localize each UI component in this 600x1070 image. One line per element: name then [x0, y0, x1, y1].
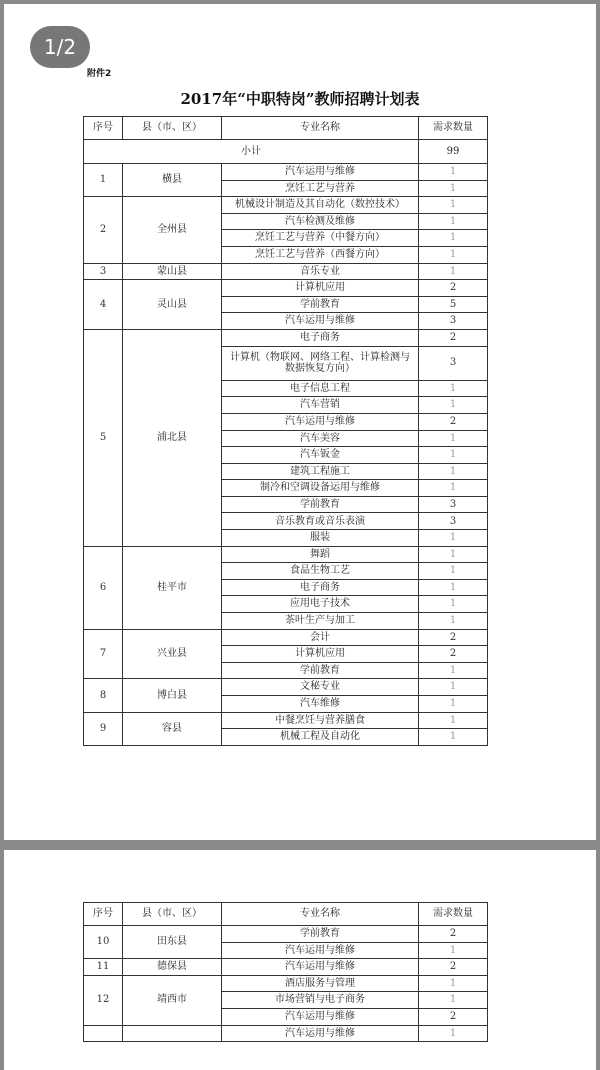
table-row [84, 197, 488, 214]
table-row [84, 712, 488, 729]
major-name: 学前教育 [222, 926, 419, 943]
table-row [84, 164, 488, 181]
major-name: 茶叶生产与加工 [222, 613, 419, 630]
county-name: 灵山县 [123, 280, 222, 330]
subtotal-label: 小计 [84, 140, 419, 164]
quantity: 2 [419, 926, 488, 943]
quantity: 1 [419, 430, 488, 447]
quantity: 1 [419, 447, 488, 464]
quantity: 3 [419, 346, 488, 380]
row-index: 7 [84, 629, 123, 679]
major-name: 建筑工程施工 [222, 463, 419, 480]
attachment-label: 附件2 [87, 69, 112, 79]
quantity: 1 [419, 696, 488, 713]
row-index: 9 [84, 712, 123, 745]
header-county: 县（市、区） [123, 117, 222, 140]
county-name [123, 1025, 222, 1042]
document-page-1 [4, 4, 596, 840]
major-name: 机械设计制造及其自动化（数控技术） [222, 197, 419, 214]
quantity: 1 [419, 662, 488, 679]
document-page-2 [4, 850, 596, 1070]
quantity: 1 [419, 942, 488, 959]
quantity: 2 [419, 413, 488, 430]
quantity: 1 [419, 263, 488, 280]
major-name: 电子信息工程 [222, 380, 419, 397]
row-index: 4 [84, 280, 123, 330]
major-name: 机械工程及自动化 [222, 729, 419, 746]
quantity: 1 [419, 530, 488, 547]
table-row [84, 329, 488, 346]
table-row [84, 263, 488, 280]
header-county: 县（市、区） [123, 903, 222, 926]
header-quantity: 需求数量 [419, 117, 488, 140]
major-name: 学前教育 [222, 662, 419, 679]
quantity: 1 [419, 480, 488, 497]
major-name: 烹饪工艺与营养（中餐方向） [222, 230, 419, 247]
quantity: 1 [419, 546, 488, 563]
quantity: 1 [419, 1025, 488, 1042]
county-name: 横县 [123, 164, 222, 197]
row-index [84, 1025, 123, 1042]
recruitment-plan-table-continued [83, 902, 488, 1042]
major-name: 汽车运用与维修 [222, 959, 419, 976]
table-row [84, 926, 488, 943]
quantity: 1 [419, 397, 488, 414]
quantity: 2 [419, 646, 488, 663]
county-name: 全州县 [123, 197, 222, 263]
major-name: 汽车运用与维修 [222, 942, 419, 959]
major-name: 会计 [222, 629, 419, 646]
major-name: 汽车运用与维修 [222, 164, 419, 181]
quantity: 1 [419, 180, 488, 197]
table-header-row [84, 117, 488, 140]
quantity: 1 [419, 596, 488, 613]
county-name: 蒙山县 [123, 263, 222, 280]
quantity: 3 [419, 313, 488, 330]
county-name: 容县 [123, 712, 222, 745]
quantity: 1 [419, 729, 488, 746]
major-name: 计算机（物联网、网络工程、计算检测与数据恢复方向） [222, 346, 419, 380]
major-name: 汽车维修 [222, 696, 419, 713]
quantity: 1 [419, 992, 488, 1009]
major-name: 应用电子技术 [222, 596, 419, 613]
major-name: 电子商务 [222, 329, 419, 346]
quantity: 1 [419, 679, 488, 696]
quantity: 1 [419, 246, 488, 263]
row-index: 10 [84, 926, 123, 959]
table-row [84, 280, 488, 297]
header-index: 序号 [84, 903, 123, 926]
header-major: 专业名称 [222, 117, 419, 140]
subtotal-value: 99 [419, 140, 488, 164]
major-name: 烹饪工艺与营养（西餐方向） [222, 246, 419, 263]
county-name: 兴业县 [123, 629, 222, 679]
major-name: 汽车运用与维修 [222, 1008, 419, 1025]
subtotal-row [84, 140, 488, 164]
quantity: 2 [419, 280, 488, 297]
major-name: 汽车检测及维修 [222, 213, 419, 230]
header-major: 专业名称 [222, 903, 419, 926]
quantity: 1 [419, 230, 488, 247]
major-name: 计算机应用 [222, 280, 419, 297]
row-index: 12 [84, 975, 123, 1025]
table-row [84, 546, 488, 563]
table-row [84, 629, 488, 646]
major-name: 音乐教育或音乐表演 [222, 513, 419, 530]
row-index: 2 [84, 197, 123, 263]
major-name: 食品生物工艺 [222, 563, 419, 580]
row-index: 3 [84, 263, 123, 280]
recruitment-plan-table [83, 116, 488, 746]
table-header-row [84, 903, 488, 926]
table-row [84, 975, 488, 992]
county-name: 靖西市 [123, 975, 222, 1025]
major-name: 服装 [222, 530, 419, 547]
major-name: 学前教育 [222, 496, 419, 513]
county-name: 博白县 [123, 679, 222, 712]
header-quantity: 需求数量 [419, 903, 488, 926]
quantity: 1 [419, 579, 488, 596]
quantity: 3 [419, 496, 488, 513]
quantity: 2 [419, 329, 488, 346]
row-index: 11 [84, 959, 123, 976]
table-row [84, 1025, 488, 1042]
major-name: 文秘专业 [222, 679, 419, 696]
quantity: 5 [419, 296, 488, 313]
major-name: 汽车运用与维修 [222, 413, 419, 430]
document-title: 2017年“中职特岗”教师招聘计划表 [180, 90, 420, 108]
major-name: 电子商务 [222, 579, 419, 596]
table-row [84, 959, 488, 976]
row-index: 8 [84, 679, 123, 712]
quantity: 1 [419, 213, 488, 230]
county-name: 田东县 [123, 926, 222, 959]
quantity: 1 [419, 164, 488, 181]
quantity: 2 [419, 959, 488, 976]
major-name: 舞蹈 [222, 546, 419, 563]
quantity: 1 [419, 197, 488, 214]
quantity: 1 [419, 380, 488, 397]
row-index: 5 [84, 329, 123, 546]
quantity: 1 [419, 463, 488, 480]
major-name: 酒店服务与管理 [222, 975, 419, 992]
major-name: 汽车美容 [222, 430, 419, 447]
county-name: 桂平市 [123, 546, 222, 629]
major-name: 制冷和空调设备运用与维修 [222, 480, 419, 497]
header-index: 序号 [84, 117, 123, 140]
major-name: 汽车运用与维修 [222, 1025, 419, 1042]
quantity: 2 [419, 629, 488, 646]
quantity: 1 [419, 563, 488, 580]
quantity: 2 [419, 1008, 488, 1025]
major-name: 烹饪工艺与营养 [222, 180, 419, 197]
county-name: 浦北县 [123, 329, 222, 546]
quantity: 3 [419, 513, 488, 530]
major-name: 汽车钣金 [222, 447, 419, 464]
quantity: 1 [419, 613, 488, 630]
major-name: 计算机应用 [222, 646, 419, 663]
row-index: 1 [84, 164, 123, 197]
county-name: 德保县 [123, 959, 222, 976]
major-name: 汽车运用与维修 [222, 313, 419, 330]
quantity: 1 [419, 712, 488, 729]
major-name: 音乐专业 [222, 263, 419, 280]
quantity: 1 [419, 975, 488, 992]
major-name: 市场营销与电子商务 [222, 992, 419, 1009]
major-name: 汽车营销 [222, 397, 419, 414]
page-indicator: 1/2 [30, 26, 90, 68]
major-name: 学前教育 [222, 296, 419, 313]
major-name: 中餐烹饪与营养膳食 [222, 712, 419, 729]
row-index: 6 [84, 546, 123, 629]
table-row [84, 679, 488, 696]
